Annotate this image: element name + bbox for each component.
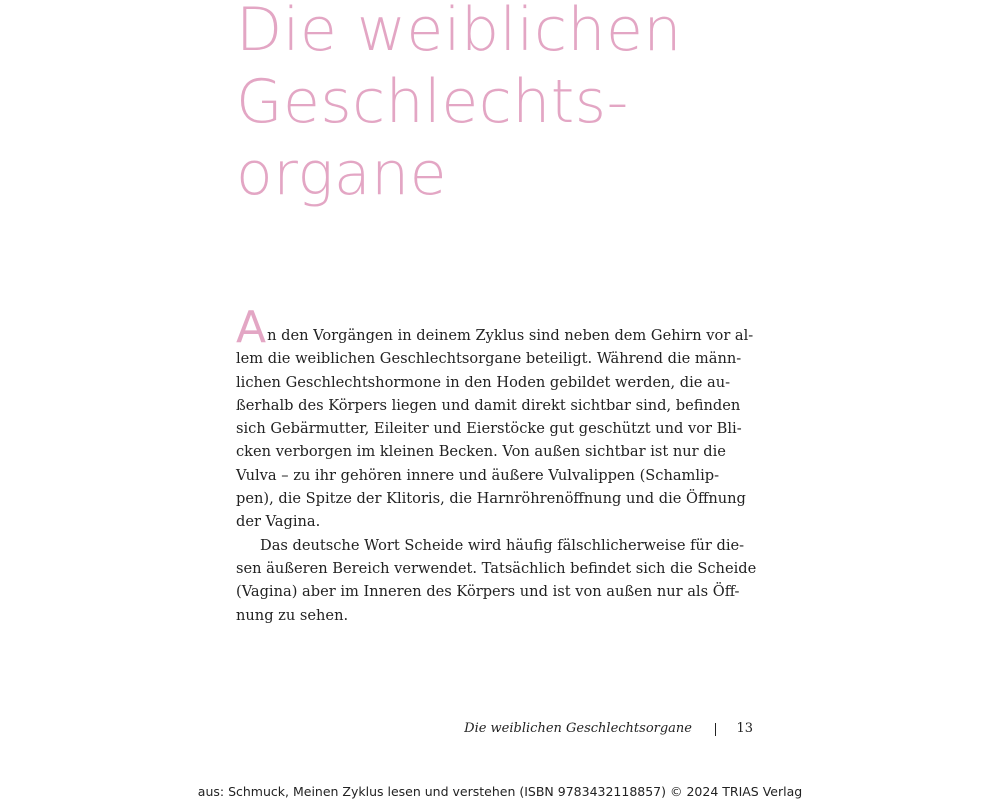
- paragraph-2-line-2: sen äußeren Bereich verwendet. Tatsächlich befindet sich die Scheide: [236, 559, 757, 577]
- heading-line-1: Die weiblichen: [236, 0, 682, 65]
- paragraph-1: [236, 290, 754, 534]
- paragraph-2-line-4: nung zu sehen.: [236, 606, 349, 624]
- paragraph-1-line-7: Vulva – zu ihr gehören innere und äußere Vulvalippen (Schamlip-: [236, 466, 720, 484]
- running-title: Die weiblichen Geschlechtsorgane: [464, 721, 692, 736]
- heading-line-3: organe: [236, 139, 448, 209]
- paragraph-1-line-6: cken verborgen im kleinen Becken. Von außen sichtbar ist nur die: [236, 443, 726, 461]
- paragraph-1-line-1: [236, 290, 754, 353]
- paragraph-2-line-3: (Vagina) aber im Inneren des Körpers und ist von außen nur als Öff-: [236, 583, 740, 601]
- paragraph-1-line-4: ßerhalb des Körpers liegen und damit direkt sichtbar sind, befinden: [236, 396, 741, 414]
- footer-divider: [715, 723, 716, 736]
- paragraph-1-line-3: lichen Geschlechtshormone in den Hoden gebildet werden, die au-: [236, 373, 731, 391]
- paragraph-1-line-5: sich Gebärmutter, Eileiter und Eierstöcke gut geschützt und vor Bli-: [236, 420, 742, 438]
- paragraph-2-line-1: Das deutsche Wort Scheide wird häufig fälschlicherweise für die-: [260, 536, 745, 554]
- body-text: [236, 290, 757, 627]
- paragraph-1-line-8: pen), die Spitze der Klitoris, die Harnröhrenöffnung und die Öffnung: [236, 490, 746, 508]
- paragraph-2: [236, 534, 757, 627]
- paragraph-1-line-9: der Vagina.: [236, 513, 321, 531]
- paragraph-1-line-2: lem die weiblichen Geschlechtsorgane beteiligt. Während die männ-: [236, 350, 742, 368]
- source-citation: aus: Schmuck, Meinen Zyklus lesen und verstehen (ISBN 9783432118857) © 2024 TRIAS Verlag: [197, 784, 803, 799]
- drop-cap: A: [236, 302, 267, 353]
- heading-line-2: Geschlechts-: [236, 67, 629, 137]
- chapter-heading: [236, 0, 876, 210]
- running-footer: [450, 721, 756, 741]
- paragraph-1-line-1-text: n den Vorgängen in deinem Zyklus sind neben dem Gehirn vor al-: [267, 327, 754, 344]
- page-number: 13: [736, 721, 753, 736]
